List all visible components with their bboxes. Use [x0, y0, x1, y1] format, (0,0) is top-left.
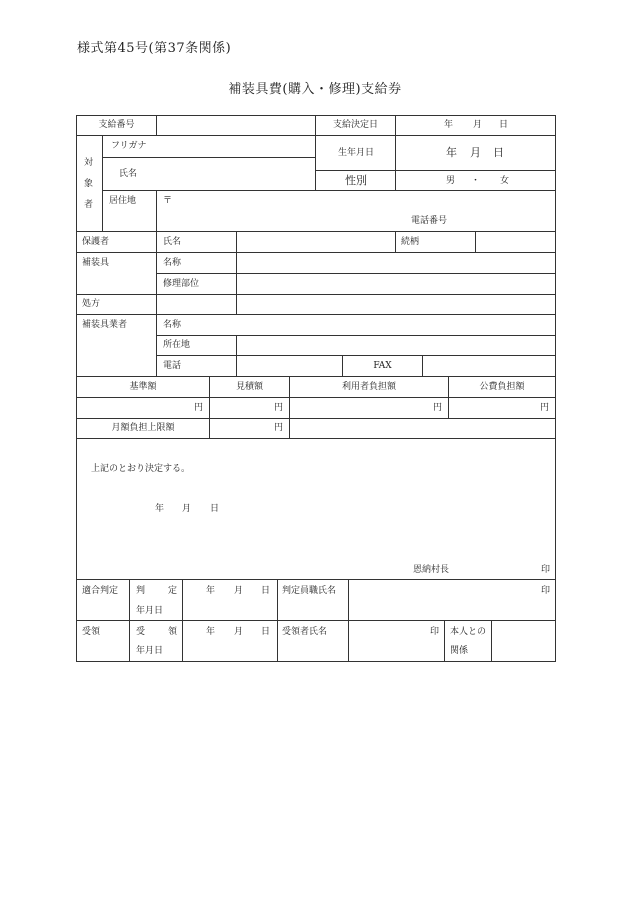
device-label: 補装具	[82, 258, 110, 268]
judgment-year: 年	[206, 586, 216, 596]
subject-side-label-3: 者	[84, 200, 94, 210]
judgment-day: 日	[261, 586, 271, 596]
subject-side-label-2: 象	[84, 179, 94, 189]
dob-day: 日	[493, 146, 504, 159]
judgment-date-label-3: 年月日	[136, 606, 164, 616]
vendor-fax-field[interactable]	[423, 356, 555, 376]
judgment-label: 適合判定	[82, 586, 119, 596]
vendor-phone-label: 電話	[163, 361, 182, 371]
vline	[156, 190, 157, 376]
receipt-date-label-3: 年月日	[136, 646, 164, 656]
phone-number-label: 電話番号	[411, 216, 448, 226]
hline	[315, 170, 556, 171]
sex-separator: ・	[471, 176, 481, 186]
guardian-label: 保護者	[82, 237, 110, 247]
dob-label: 生年月日	[338, 148, 375, 158]
repair-part-field[interactable]	[237, 274, 555, 294]
address-field[interactable]	[175, 191, 555, 215]
decision-year: 年	[444, 120, 454, 130]
decision-date-label: 支給決定日	[332, 120, 378, 130]
decision-statement: 上記のとおり決定する。	[91, 464, 191, 474]
hline	[76, 397, 556, 398]
yen-public-burden: 円	[540, 403, 550, 413]
receipt-date-label-1: 受	[136, 627, 146, 637]
vline	[444, 620, 445, 661]
vline	[102, 135, 103, 231]
receipt-month: 月	[234, 627, 244, 637]
receipt-label: 受領	[82, 627, 101, 637]
receipt-day: 日	[261, 627, 271, 637]
vendor-name-label: 名称	[163, 320, 182, 330]
name-field[interactable]	[157, 158, 315, 190]
hline	[76, 438, 556, 439]
hline	[76, 418, 556, 419]
judgment-month: 月	[234, 586, 244, 596]
header-user-burden: 利用者負担額	[341, 382, 396, 392]
mayor-title: 恩納村長	[413, 565, 450, 575]
relation-label-2: 関係	[450, 646, 469, 656]
prescription-field[interactable]	[157, 295, 555, 314]
yen-monthly-cap: 円	[274, 423, 284, 433]
yen-user-burden: 円	[433, 403, 443, 413]
dob-year: 年	[446, 146, 457, 159]
judgment-date-label-1: 判	[136, 586, 146, 596]
guardian-relation-field[interactable]	[476, 232, 555, 252]
vendor-phone-field[interactable]	[237, 356, 342, 376]
relation-field[interactable]	[492, 621, 555, 661]
header-standard-amount: 基準額	[129, 382, 157, 392]
postal-mark: 〒	[163, 196, 173, 206]
vline	[395, 231, 396, 252]
form-number-label: 様式第45号(第37条関係)	[77, 41, 232, 56]
hline	[76, 620, 556, 621]
vendor-fax-label: FAX	[373, 361, 392, 371]
yen-estimate: 円	[274, 403, 284, 413]
address-label: 居住地	[109, 196, 137, 206]
subject-side-label-1: 対	[84, 158, 94, 168]
header-public-burden: 公費負担額	[479, 382, 525, 392]
frame-top	[76, 115, 556, 116]
receiver-seal: 印	[430, 627, 440, 637]
receipt-year: 年	[206, 627, 216, 637]
judgment-seal: 印	[541, 586, 551, 596]
relation-label-1: 本人との	[450, 627, 487, 637]
decision-sign-month: 月	[182, 504, 192, 514]
decision-month: 月	[473, 120, 483, 130]
frame-bottom	[76, 661, 556, 662]
furigana-field[interactable]	[157, 136, 315, 157]
mayor-seal: 印	[541, 565, 551, 575]
header-estimate-amount: 見積額	[235, 382, 263, 392]
prescription-label: 処方	[82, 299, 101, 309]
monthly-cap-label: 月額負担上限額	[111, 423, 175, 433]
name-label: 氏名	[119, 169, 138, 179]
sex-male[interactable]: 男	[446, 176, 456, 186]
hline	[76, 376, 556, 377]
vline	[277, 579, 278, 661]
sex-female[interactable]: 女	[500, 176, 510, 186]
guardian-relation-label: 続柄	[401, 237, 420, 247]
furigana-label: フリガナ	[111, 141, 147, 151]
judgment-officer-label: 判定員職氏名	[282, 586, 337, 596]
decision-sign-day: 日	[210, 504, 220, 514]
device-name-field[interactable]	[237, 253, 555, 273]
vendor-location-field[interactable]	[237, 336, 555, 355]
hline	[76, 135, 556, 136]
dob-month: 月	[470, 146, 481, 159]
vendor-location-label: 所在地	[163, 340, 191, 350]
vendor-name-field[interactable]	[237, 315, 555, 335]
receipt-date-label-2: 領	[168, 627, 178, 637]
page-title: 補装具費(購入・修理)支給券	[228, 82, 402, 97]
vline	[395, 115, 396, 190]
guardian-name-label: 氏名	[163, 237, 182, 247]
guardian-name-field[interactable]	[237, 232, 395, 252]
judgment-officer-field[interactable]	[349, 580, 539, 620]
repair-part-label: 修理部位	[163, 279, 200, 289]
payment-number-field[interactable]	[157, 116, 315, 135]
vline	[182, 579, 183, 661]
yen-standard: 円	[194, 403, 204, 413]
device-name-label: 名称	[163, 258, 182, 268]
decision-sign-year: 年	[155, 504, 165, 514]
vendor-label: 補装具業者	[82, 320, 128, 330]
vline	[129, 579, 130, 661]
receiver-name-field[interactable]	[349, 621, 429, 661]
decision-day: 日	[499, 120, 509, 130]
payment-number-label: 支給番号	[98, 120, 135, 130]
judgment-date-label-2: 定	[168, 586, 178, 596]
receiver-name-label: 受領者氏名	[282, 627, 328, 637]
sex-label: 性別	[345, 174, 367, 187]
